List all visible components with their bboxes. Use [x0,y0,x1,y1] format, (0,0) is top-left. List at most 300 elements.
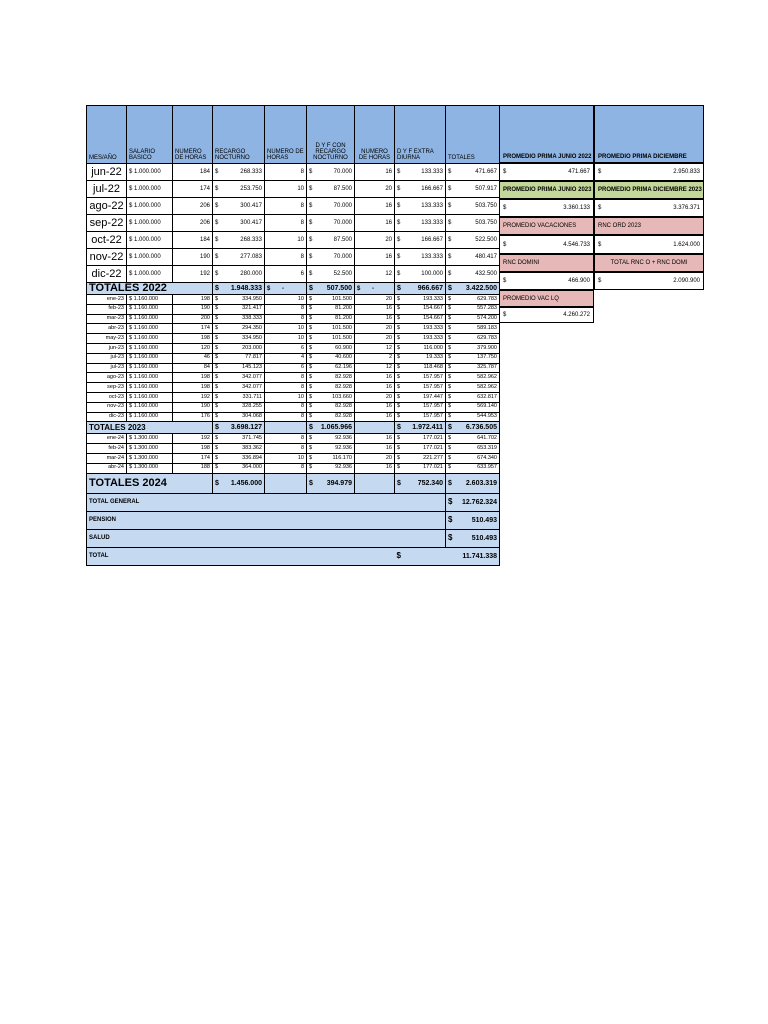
total-cell: 633.957 [454,463,500,473]
currency-sign: $ [307,232,315,249]
dyf-cell: 70.000 [315,164,355,181]
month-cell: mar-23 [87,314,127,324]
currency-sign: $ [213,422,221,434]
recargo-cell: 145.123 [221,363,265,373]
table-row [87,295,500,305]
currency-sign: $ [213,164,221,181]
totals-2022-row [87,283,500,295]
extra-cell: 221.277 [403,453,446,463]
salary-cell: $ 1.160.000 [127,324,173,334]
recargo-cell: 338.333 [221,314,265,324]
currency-sign: $ [395,363,403,373]
currency-sign: $ [307,383,315,393]
currency-sign: $ [307,463,315,473]
extra-cell: 157.957 [403,383,446,393]
table-row [87,266,500,283]
recargo-cell: 294.350 [221,324,265,334]
currency-sign: $ [503,241,507,248]
currency-sign: $ [395,453,403,463]
dyf-cell: 116.170 [315,453,355,463]
table-row [87,232,500,249]
currency-sign: $ [446,353,454,363]
currency-sign: $ [307,266,315,283]
currency-sign: $ [446,266,454,283]
hours3-cell: 16 [355,373,395,383]
header-prima-diciembre: PROMEDIO PRIMA DICIEMBRE [594,105,704,163]
hours3-cell: 20 [355,181,395,198]
hours2-cell: 6 [265,343,307,353]
value-prima-diciembre-2023 [594,199,704,217]
totals-2023-row [87,422,500,434]
currency-sign: $ [307,363,315,373]
currency-sign: $ [446,434,454,444]
hours2-cell: 8 [265,373,307,383]
label-promedio-vac-lq: PROMEDIO VAC LQ [499,290,594,307]
currency-sign: $ [307,304,315,314]
salary-cell: $ 1.300.000 [127,453,173,463]
currency-sign: $ [213,412,221,422]
hours2-cell: 6 [265,363,307,373]
dyf-cell: 70.000 [315,249,355,266]
summary-filler [213,493,446,511]
dyf-cell: 52.500 [315,266,355,283]
header-prima-junio-2022: PROMEDIO PRIMA JUNIO 2022 [499,105,594,163]
recargo-cell: 331.711 [221,392,265,402]
label-prima-junio-2023: PROMEDIO PRIMA JUNIO 2023 [499,181,594,199]
extra-cell: 157.957 [403,402,446,412]
empty-cell [265,422,307,434]
empty-cell [355,422,395,434]
currency-sign: $ [213,304,221,314]
summary-row [87,529,500,547]
value-promedio-vac-lq [499,307,594,323]
recargo-cell: 334.950 [221,295,265,305]
salary-cell: $ 1.000.000 [127,266,173,283]
month-cell: nov-22 [87,249,127,266]
hours-cell: 206 [173,198,213,215]
total-cell: 503.750 [454,215,500,232]
currency-sign: $ [503,312,507,318]
vacaciones-amount: 4.546.733 [563,241,590,248]
hours2-cell: 8 [265,304,307,314]
extra-cell: 157.957 [403,412,446,422]
currency-sign: $ [395,463,403,473]
header-horas: NUMERO DE HORAS [173,106,213,164]
currency-sign: $ [395,444,403,454]
totals-2022-dyf: 507.500 [315,283,355,295]
month-cell: may-23 [87,334,127,344]
currency-sign: $ [395,334,403,344]
month-cell: dic-23 [87,412,127,422]
totals-2022-total: 3.422.500 [454,283,500,295]
hours2-cell: 8 [265,314,307,324]
currency-sign: $ [598,241,602,248]
recargo-cell: 304.068 [221,412,265,422]
totals-2022-horas2 [265,283,307,295]
salary-cell: $ 1.160.000 [127,373,173,383]
currency-sign: $ [446,283,454,295]
currency-sign: $ [446,511,454,529]
currency-sign: $ [395,198,403,215]
total-rnc-amount: 2.090.900 [673,278,700,284]
empty-cell [355,473,395,493]
value-prima-diciembre [594,163,704,181]
currency-sign: $ [213,392,221,402]
month-cell: ago-23 [87,373,127,383]
currency-sign: $ [307,249,315,266]
hours-cell: 198 [173,444,213,454]
hours-cell: 184 [173,164,213,181]
salary-cell: $ 1.000.000 [127,164,173,181]
currency-sign: $ [395,402,403,412]
totals-2022-label: TOTALES 2022 [87,283,213,295]
summary-filler [213,511,446,529]
value-prima-junio-2022 [499,163,594,181]
spreadsheet [86,105,702,566]
currency-sign: $ [395,324,403,334]
currency-sign: $ [213,249,221,266]
currency-sign: $ [213,434,221,444]
hours2-cell: 6 [265,266,307,283]
dyf-cell: 82.928 [315,373,355,383]
total-cell: 641.702 [454,434,500,444]
hours2-cell: 8 [265,383,307,393]
currency-sign: $ [446,402,454,412]
currency-sign: $ [503,169,507,175]
currency-sign: $ [446,453,454,463]
hours-cell: 190 [173,304,213,314]
hours-cell: 184 [173,232,213,249]
totals-2023-extra: 1.972.411 [403,422,446,434]
table-row [87,304,500,314]
hours2-cell: 8 [265,215,307,232]
total-cell: 582.962 [454,373,500,383]
recargo-cell: 253.750 [221,181,265,198]
dyf-cell: 87.500 [315,232,355,249]
hours3-cell: 2 [355,353,395,363]
hours-cell: 192 [173,434,213,444]
dyf-cell: 40.600 [315,353,355,363]
currency-sign: $ [357,285,361,292]
summary-value: 12.762.324 [454,493,500,511]
salary-cell: $ 1.300.000 [127,463,173,473]
hours3-cell: 16 [355,434,395,444]
hours2-cell: 8 [265,463,307,473]
recargo-cell: 300.417 [221,198,265,215]
hours3-cell: 12 [355,363,395,373]
recargo-cell: 268.333 [221,232,265,249]
hours-cell: 176 [173,412,213,422]
hours3-cell: 12 [355,343,395,353]
extra-cell: 193.333 [403,334,446,344]
hours3-cell: 16 [355,383,395,393]
label-total-rnc: TOTAL RNC O + RNC DOMI [594,254,704,272]
vac-lq-amount: 4.260.272 [563,312,590,318]
month-cell: mar-24 [87,453,127,463]
extra-cell: 19.333 [403,353,446,363]
extra-cell: 166.667 [403,232,446,249]
currency-sign: $ [213,334,221,344]
dyf-cell: 70.000 [315,198,355,215]
currency-sign: $ [446,412,454,422]
table-row [87,383,500,393]
month-cell: ago-22 [87,198,127,215]
currency-sign: $ [307,334,315,344]
value-rnc-domini [499,272,594,290]
dyf-cell: 62.196 [315,363,355,373]
currency-sign: $ [395,412,403,422]
dyf-cell: 82.928 [315,412,355,422]
hours3-cell: 20 [355,232,395,249]
salary-cell: $ 1.160.000 [127,353,173,363]
currency-sign: $ [446,314,454,324]
currency-sign: $ [213,343,221,353]
total-cell: 503.750 [454,198,500,215]
extra-cell: 118.468 [403,363,446,373]
rnc-domini-amount: 466.900 [568,278,590,284]
recargo-cell: 277.083 [221,249,265,266]
currency-sign: $ [395,353,403,363]
currency-sign: $ [307,434,315,444]
currency-sign: $ [446,164,454,181]
currency-sign: $ [395,547,446,565]
hours2-cell: 10 [265,232,307,249]
extra-cell: 177.021 [403,463,446,473]
hours-cell: 46 [173,353,213,363]
recargo-cell: 336.894 [221,453,265,463]
payroll-table [86,105,500,566]
hours-cell: 192 [173,266,213,283]
total-cell: 471.667 [454,164,500,181]
month-cell: dic-22 [87,266,127,283]
extra-cell: 133.333 [403,198,446,215]
value-promedio-vacaciones [499,235,594,254]
totals-2022-horas3-value: - [372,285,375,292]
header-recargo: RECARGO NOCTURNO [213,106,265,164]
hours3-cell: 20 [355,392,395,402]
currency-sign: $ [598,278,602,284]
table-row [87,392,500,402]
total-cell: 522.500 [454,232,500,249]
currency-sign: $ [213,283,221,295]
hours-cell: 206 [173,215,213,232]
hours-cell: 174 [173,453,213,463]
month-cell: abr-23 [87,324,127,334]
extra-cell: 157.957 [403,373,446,383]
recargo-cell: 268.333 [221,164,265,181]
currency-sign: $ [307,392,315,402]
currency-sign: $ [446,529,454,547]
summary-filler [213,547,395,565]
hours3-cell: 16 [355,304,395,314]
currency-sign: $ [395,249,403,266]
hours-cell: 198 [173,295,213,305]
header-row [87,106,500,164]
totals-2024-row [87,473,500,493]
currency-sign: $ [395,422,403,434]
total-cell: 582.962 [454,383,500,393]
month-cell: ene-24 [87,434,127,444]
extra-cell: 133.333 [403,249,446,266]
currency-sign: $ [446,463,454,473]
currency-sign: $ [213,383,221,393]
hours-cell: 190 [173,249,213,266]
summary-label: PENSION [87,511,213,529]
table-row [87,453,500,463]
currency-sign: $ [307,314,315,324]
hours2-cell: 8 [265,402,307,412]
hours-cell: 174 [173,181,213,198]
month-cell: jun-23 [87,343,127,353]
currency-sign: $ [213,324,221,334]
salary-cell: $ 1.160.000 [127,412,173,422]
totals-2023-total: 6.736.505 [454,422,500,434]
value-rnc-ord-2023 [594,235,704,254]
recargo-cell: 371.745 [221,434,265,444]
hours-cell: 198 [173,334,213,344]
table-row [87,324,500,334]
extra-cell: 197.447 [403,392,446,402]
hours3-cell: 20 [355,453,395,463]
dyf-cell: 103.660 [315,392,355,402]
hours3-cell: 16 [355,463,395,473]
table-row [87,363,500,373]
hours2-cell: 8 [265,444,307,454]
currency-sign: $ [307,283,315,295]
salary-cell: $ 1.160.000 [127,334,173,344]
label-rnc-domini: RNC DOMINI [499,254,594,272]
recargo-cell: 280.000 [221,266,265,283]
extra-cell: 154.667 [403,314,446,324]
recargo-cell: 342.077 [221,373,265,383]
currency-sign: $ [213,473,221,493]
hours-cell: 174 [173,324,213,334]
hours-cell: 84 [173,363,213,373]
totals-2022-horas3 [355,283,395,295]
table-row [87,444,500,454]
month-cell: jul-22 [87,181,127,198]
extra-cell: 166.667 [403,181,446,198]
salary-cell: $ 1.160.000 [127,363,173,373]
total-cell: 629.783 [454,334,500,344]
table-row [87,334,500,344]
dyf-cell: 60.900 [315,343,355,353]
table-row [87,164,500,181]
table-row [87,373,500,383]
extra-cell: 154.667 [403,304,446,314]
currency-sign: $ [213,181,221,198]
hours2-cell: 8 [265,198,307,215]
currency-sign: $ [213,314,221,324]
header-horas-2: NUMERO DE HORAS [265,106,307,164]
recargo-cell: 334.950 [221,334,265,344]
currency-sign: $ [598,205,602,211]
totals-2024-total: 2.603.319 [454,473,500,493]
currency-sign: $ [267,285,271,292]
hours3-cell: 16 [355,198,395,215]
currency-sign: $ [446,422,454,434]
total-cell: 589.183 [454,324,500,334]
currency-sign: $ [446,373,454,383]
currency-sign: $ [446,215,454,232]
currency-sign: $ [213,463,221,473]
hours2-cell: 10 [265,392,307,402]
salary-cell: $ 1.160.000 [127,402,173,412]
hours2-cell: 8 [265,434,307,444]
table-row [87,314,500,324]
currency-sign: $ [307,373,315,383]
currency-sign: $ [307,295,315,305]
currency-sign: $ [446,363,454,373]
hours3-cell: 20 [355,324,395,334]
table-row [87,343,500,353]
header-totales: TOTALES [446,106,500,164]
recargo-cell: 328.255 [221,402,265,412]
hours-cell: 190 [173,402,213,412]
total-cell: 653.319 [454,444,500,454]
totals-2024-dyf: 394.979 [315,473,355,493]
currency-sign: $ [395,283,403,295]
salary-cell: $ 1.160.000 [127,343,173,353]
dyf-cell: 92.936 [315,463,355,473]
summary-label: TOTAL GENERAL [87,493,213,511]
prima-junio-2022-amount: 471.667 [568,169,590,175]
summary-label: TOTAL [87,547,213,565]
currency-sign: $ [598,169,602,175]
hours2-cell: 10 [265,324,307,334]
summary-value: 11.741.338 [446,547,500,565]
label-promedio-vacaciones: PROMEDIO VACACIONES [499,217,594,235]
salary-cell: $ 1.000.000 [127,181,173,198]
dyf-cell: 92.936 [315,434,355,444]
currency-sign: $ [395,392,403,402]
salary-cell: $ 1.000.000 [127,215,173,232]
currency-sign: $ [446,295,454,305]
currency-sign: $ [307,215,315,232]
currency-sign: $ [446,304,454,314]
label-rnc-ord-2023: RNC ORD 2023 [594,217,704,235]
header-horas-3: NUMERO DE HORAS [355,106,395,164]
currency-sign: $ [446,324,454,334]
month-cell: jul-23 [87,363,127,373]
currency-sign: $ [446,181,454,198]
table-row [87,402,500,412]
currency-sign: $ [395,304,403,314]
month-cell: oct-23 [87,392,127,402]
extra-cell: 116.000 [403,343,446,353]
total-cell: 544.953 [454,412,500,422]
empty-cell [265,473,307,493]
total-cell: 674.340 [454,453,500,463]
currency-sign: $ [446,383,454,393]
hours3-cell: 12 [355,266,395,283]
totals-2022-recargo: 1.948.333 [221,283,265,295]
header-dyf-extra: D Y F EXTRA DIURNA [395,106,446,164]
currency-sign: $ [395,266,403,283]
month-cell: feb-24 [87,444,127,454]
salary-cell: $ 1.160.000 [127,295,173,305]
currency-sign: $ [307,402,315,412]
hours-cell: 198 [173,373,213,383]
totals-2022-extra: 966.667 [403,283,446,295]
hours2-cell: 4 [265,353,307,363]
total-cell: 632.817 [454,392,500,402]
hours3-cell: 16 [355,249,395,266]
total-cell: 569.140 [454,402,500,412]
hours3-cell: 16 [355,215,395,232]
hours-cell: 120 [173,343,213,353]
hours3-cell: 20 [355,334,395,344]
